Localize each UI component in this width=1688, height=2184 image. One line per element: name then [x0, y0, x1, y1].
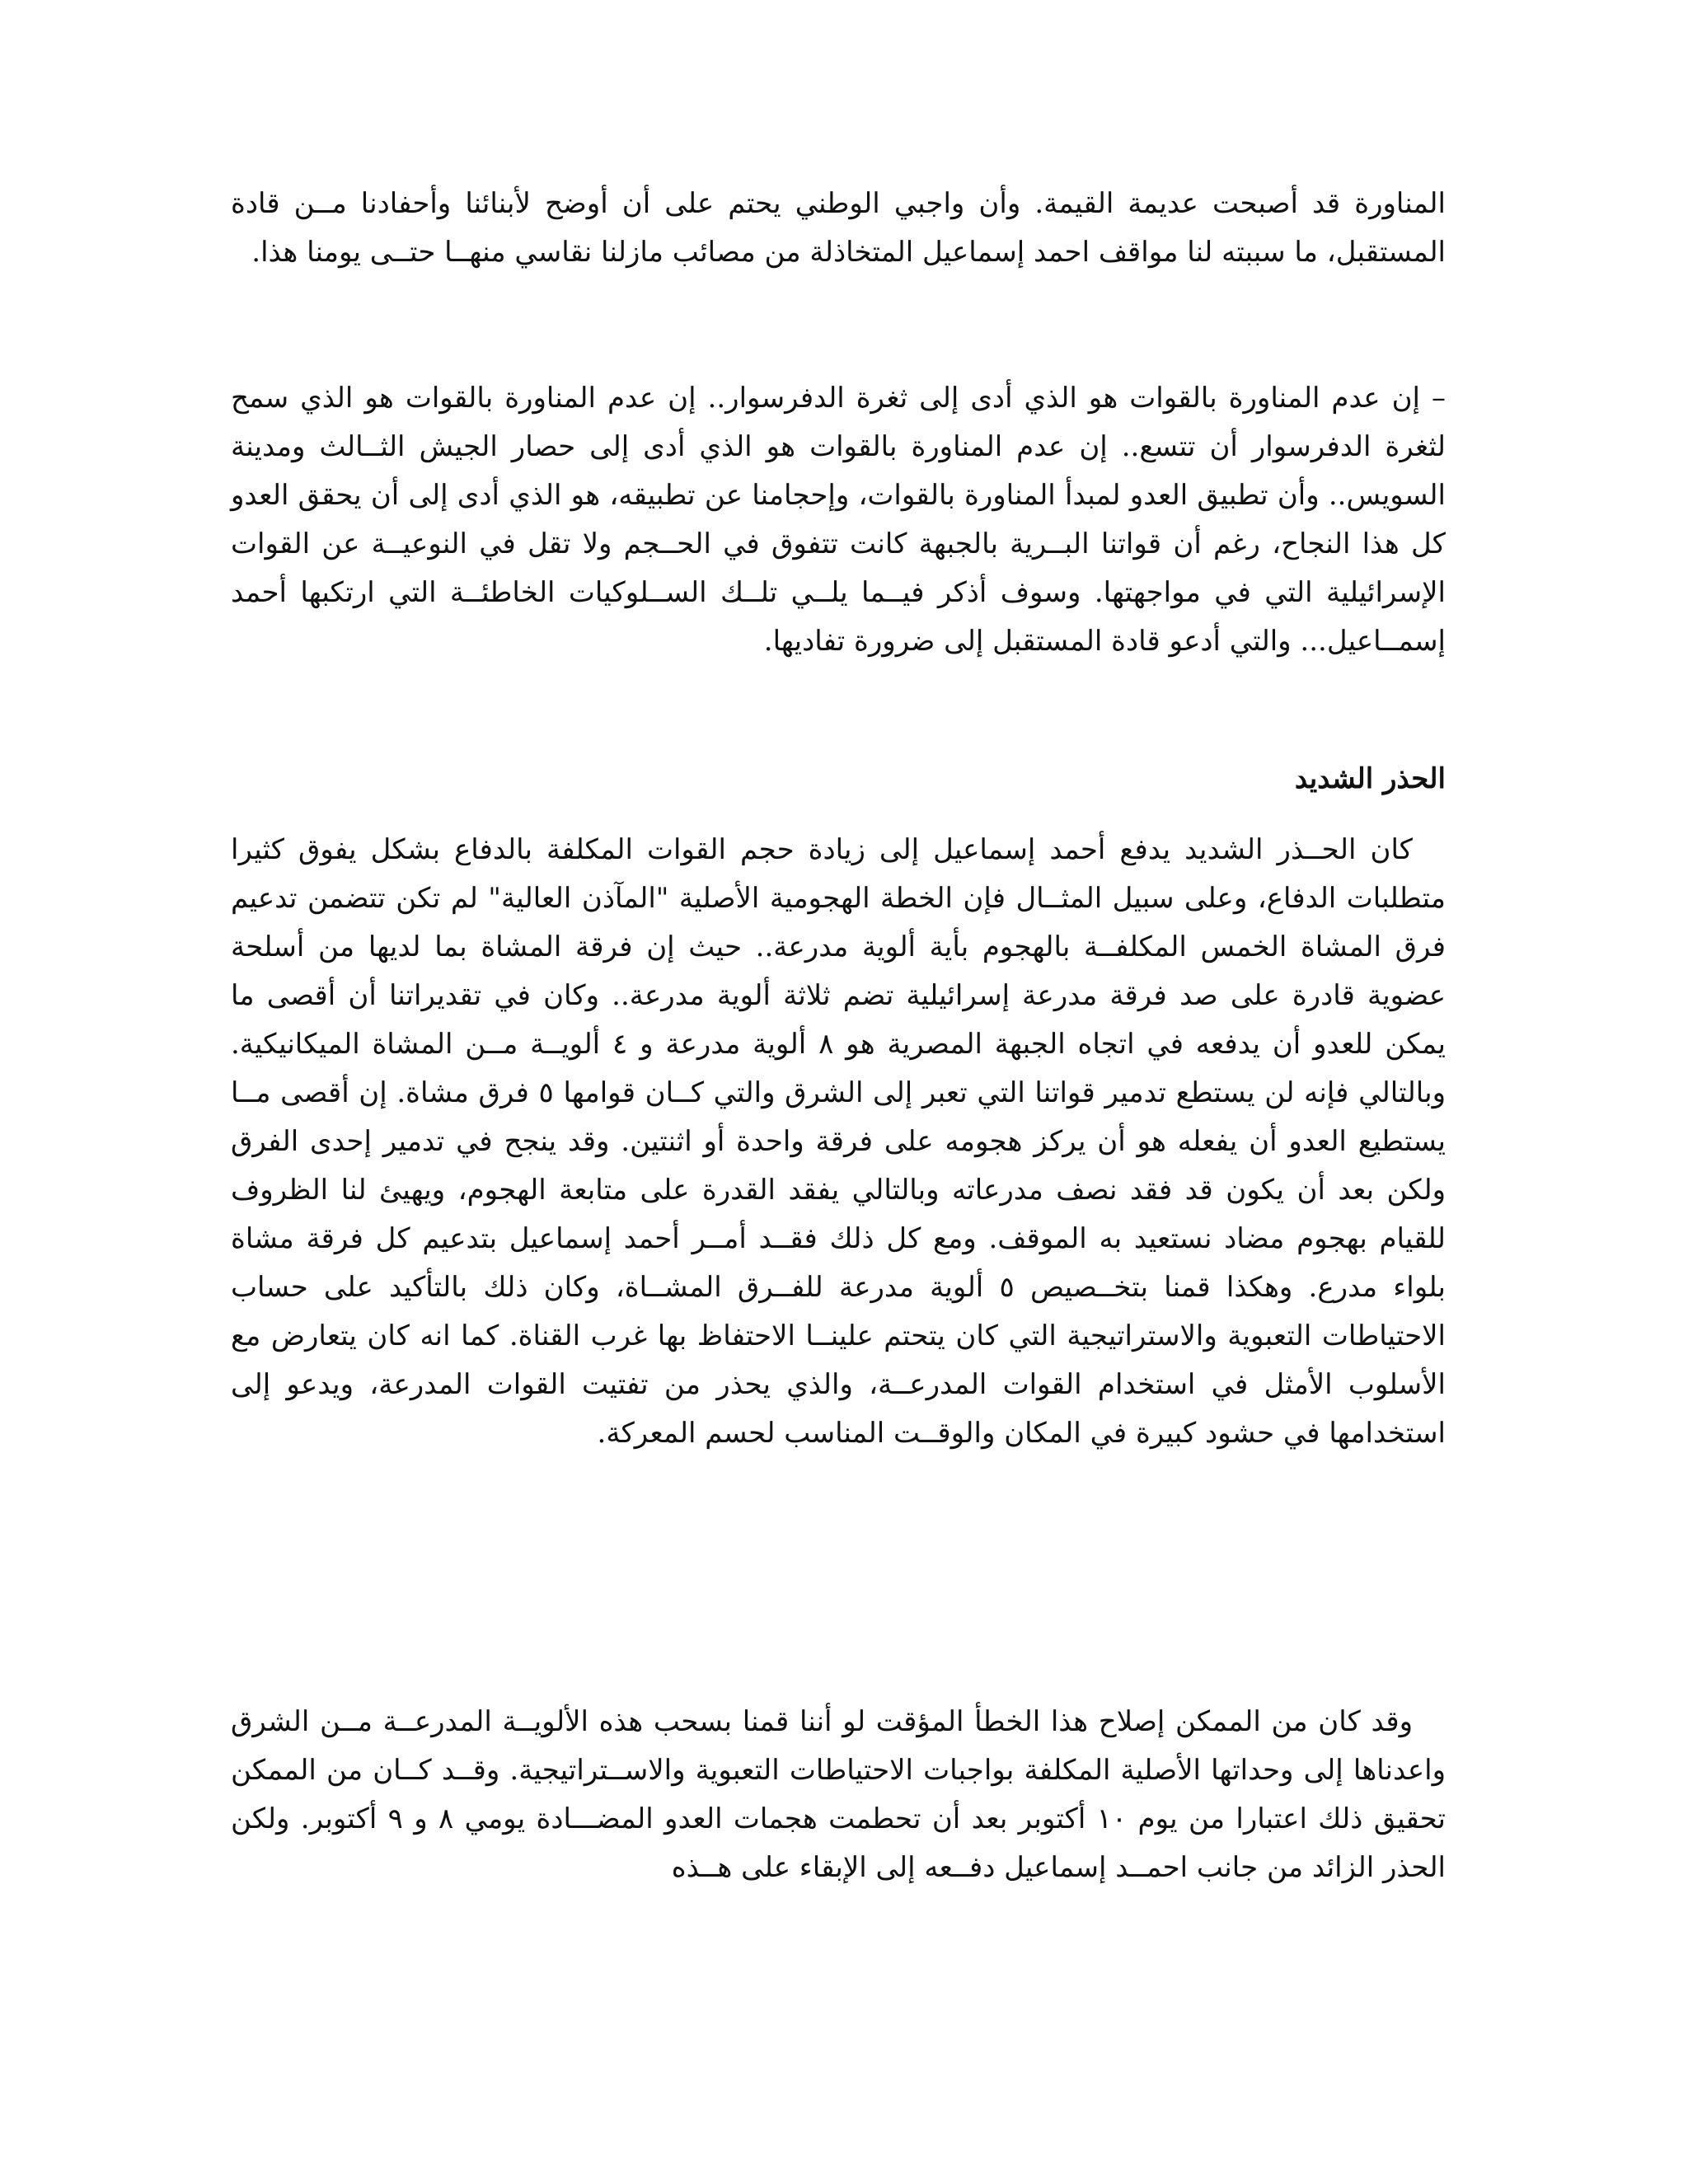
section-heading: الحذر الشديد: [1294, 762, 1446, 795]
paragraph-block-2: [231, 374, 1446, 666]
paragraph-block-1: [231, 180, 1446, 277]
paragraph-block-3: [231, 826, 1446, 1458]
paragraph-2: – إن عدم المناورة بالقوات هو الذي أدى إلى ثغرة الدفرسوار.. إن عدم المناورة بالقوات هو الذي سمح لثغرة الدفرسوار أن تتسع.. إن عدم المناورة بالقوات هو الذي أدى إلى حصار الجيش الثــالث ومدينة السويس.. وأن تطبيق العدو لمبدأ المناورة بالقوات، وإحجامنا عن تطبيقه، هو الذي أدى إلى أن يحقق العدو كل هذا النجاح، رغم أن قواتنا البــرية بالجبهة كانت تتفوق في الحــجم ولا تقل في النوعيــة عن القوات الإسرائيلية التي في مواجهتها. وسوف أذكر فيــما يلــي تلــك الســلوكيات الخاطئــة التي ارتكبها أحمد إسمــاعيل... والتي أدعو قادة المستقبل إلى ضرورة تفاديها.: [231, 382, 1446, 658]
paragraph-4: وقد كان من الممكن إصلاح هذا الخطأ المؤقت لو أننا قمنا بسحب هذه الألويــة المدرعــة مــن الشرق واعدناها إلى وحداتها الأصلية المكلفة بواجبات الاحتياطات التعبوية والاســتراتيجية. وقــد كــان من الممكن تحقيق ذلك اعتبارا من يوم ١٠ أكتوبر بعد أن تحطمت هجمات العدو المضـــادة يومي ٨ و ٩ أكتوبر. ولكن الحذر الزائد من جانب احمــد إسماعيل دفــعه إلى الإبقاء على هــذه: [231, 1705, 1446, 1884]
paragraph-block-4: [231, 1698, 1446, 1892]
paragraph-1: المناورة قد أصبحت عديمة القيمة. وأن واجبي الوطني يحتم على أن أوضح لأبنائنا وأحفادنا مــن قادة المستقبل، ما سببته لنا مواقف احمد إسماعيل المتخاذلة من مصائب مازلنا نقاسي منهــا حتــى يومنا هذا.: [231, 187, 1446, 269]
paragraph-3: كان الحــذر الشديد يدفع أحمد إسماعيل إلى زيادة حجم القوات المكلفة بالدفاع بشكل يفوق كثيرا متطلبات الدفاع، وعلى سبيل المثــال فإن الخطة الهجومية الأصلية "المآذن العالية" لم تكن تتضمن تدعيم فرق المشاة الخمس المكلفــة بالهجوم بأية ألوية مدرعة.. حيث إن فرقة المشاة بما لديها من أسلحة عضوية قادرة على صد فرقة مدرعة إسرائيلية تضم ثلاثة ألوية مدرعة.. وكان في تقديراتنا أن أقصى ما يمكن للعدو أن يدفعه في اتجاه الجبهة المصرية هو ٨ ألوية مدرعة و ٤ ألويــة مــن المشاة الميكانيكية. وبالتالي فإنه لن يستطع تدمير قواتنا التي تعبر إلى الشرق والتي كــان قوامها ٥ فرق مشاة. إن أقصى مــا يستطيع العدو أن يفعله هو أن يركز هجومه على فرقة واحدة أو اثنتين. وقد ينجح في تدمير إحدى الفرق ولكن بعد أن يكون قد فقد نصف مدرعاته وبالتالي يفقد القدرة على متابعة الهجوم، ويهيئ لنا الظروف للقيام بهجوم مضاد نستعيد به الموقف. ومع كل ذلك فقــد أمــر أحمد إسماعيل بتدعيم كل فرقة مشاة بلواء مدرع. وهكذا قمنا بتخــصيص ٥ ألوية مدرعة للفــرق المشــاة، وكان ذلك بالتأكيد على حساب الاحتياطات التعبوية والاستراتيجية التي كان يتحتم علينــا الاحتفاظ بها غرب القناة. كما انه كان يتعارض مع الأسلوب الأمثل في استخدام القوات المدرعــة، والذي يحذر من تفتيت القوات المدرعة، ويدعو إلى استخدامها في حشود كبيرة في المكان والوقــت المناسب لحسم المعركة.: [231, 833, 1447, 1450]
